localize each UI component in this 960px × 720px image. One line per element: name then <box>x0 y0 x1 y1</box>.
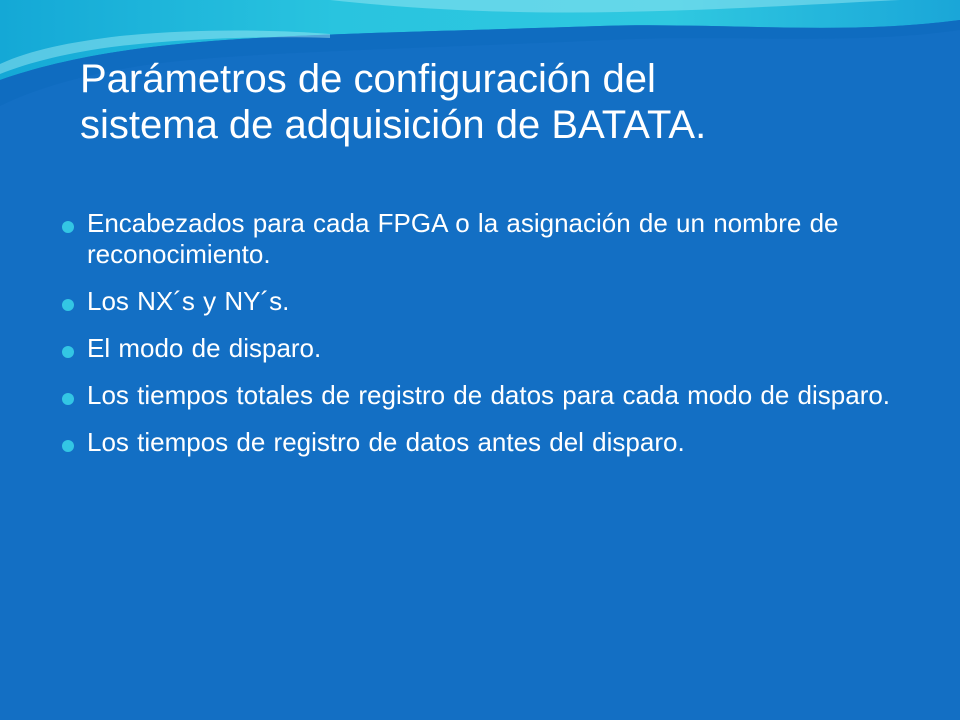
bullet-dot-icon <box>62 299 74 311</box>
bullet-text: Encabezados para cada FPGA o la asignación de un nombre de reconocimiento. <box>87 208 839 269</box>
list-item <box>60 286 920 317</box>
bullet-text: Los tiempos de registro de datos antes del disparo. <box>87 427 685 457</box>
bullet-text: Los tiempos totales de registro de datos para cada modo de disparo. <box>87 380 891 410</box>
list-item <box>60 427 920 458</box>
bullet-dot-icon <box>62 440 74 452</box>
bullet-dot-icon <box>62 346 74 358</box>
slide-title <box>80 56 920 148</box>
bullet-dot-icon <box>62 221 74 233</box>
title-line-2: sistema de adquisición de BATATA. <box>80 103 707 147</box>
bullet-text: Los NX´s y NY´s. <box>87 286 290 316</box>
list-item <box>60 208 920 270</box>
bullet-list <box>60 208 920 474</box>
title-line-1: Parámetros de configuración del <box>80 57 656 101</box>
list-item <box>60 380 920 411</box>
bullet-text: El modo de disparo. <box>87 333 322 363</box>
list-item <box>60 333 920 364</box>
bullet-dot-icon <box>62 393 74 405</box>
